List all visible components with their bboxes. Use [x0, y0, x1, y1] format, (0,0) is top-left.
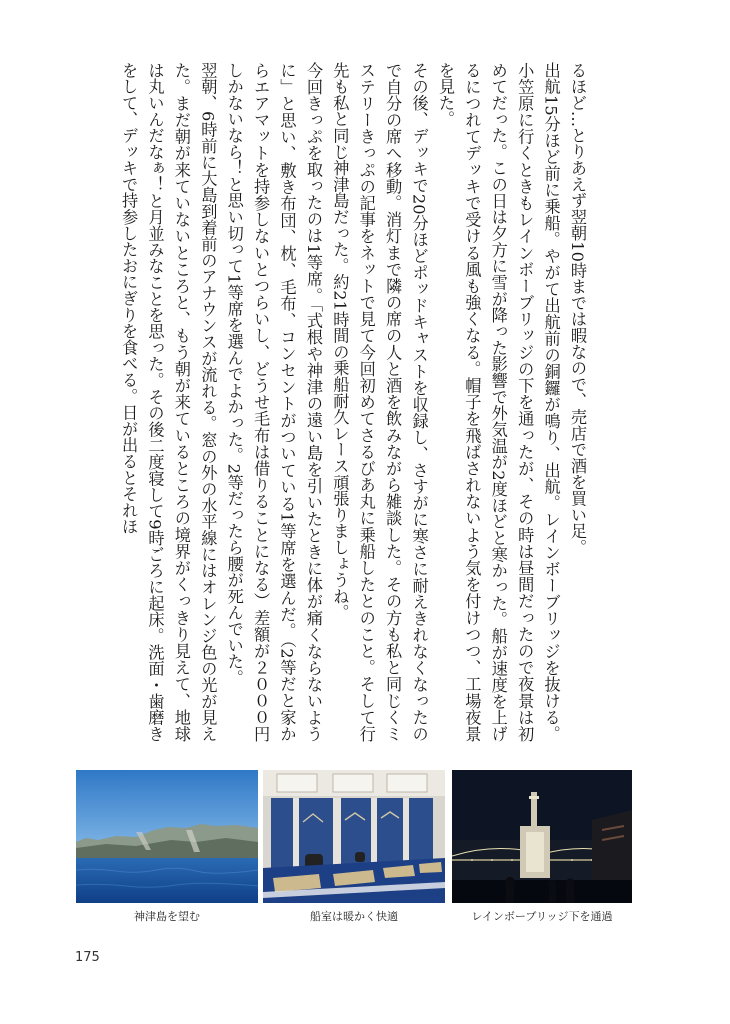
- figure-caption: 船室は暖かく快適: [310, 910, 398, 923]
- paragraph: 翌朝、6時前に大島到着前のアナウンスが流れる。窓の外の水平線にはオレンジ色の光が見えた。まだ朝が来ていないところと、もう朝が来ているところの境界がくっきり見えて、地球は丸いんだなぁ！と月並みなことを思った。その後二度寝して9時ごろに起床。洗面・歯磨きをして、デッキで持参したおにぎりを食べる。日が出るとそれほ: [119, 62, 218, 742]
- rainbow-bridge-night-photo: [452, 770, 632, 903]
- paragraph: その後、デッキで20分ほどポッドキャストを収録し、さすがに寒さに耐えきれなくなったので自分の席へ移動。消灯まで隣の席の人と酒を飲みながら雑談した。その方も私と同じくミステリーきっぷの記事をネットで見て今回初めてさるびあ丸に乗船したとのこと。そして行先も私と同じ神津島だった。約21時間の乗船耐久レース頑張りましょうね。: [330, 62, 429, 742]
- page-number: 175: [75, 950, 100, 965]
- paragraph: 今回きっぷを取ったのは1等席。「式根や神津の遠い島を引いたときに体が痛くならないように」と思い、敷き布団、枕、毛布、コンセントがついている1等席を選んだ。（2等だと家からエアマットを持参しないとつらいし、どうせ毛布は借りることになる）差額が２０００円しかないなら！と思い切って1等席を選んでよかった。2等だったら腰が死んでいた。: [224, 62, 323, 742]
- figure-caption: 神津島を望む: [134, 910, 200, 923]
- figure-caption: レインボーブリッジ下を通過: [471, 910, 613, 923]
- paragraph: 出航15分ほど前に乗船。やがて出航前の銅鑼が鳴り、出航。レインボーブリッジを抜ける。小笠原に行くときもレインボーブリッジの下を通ったが、その時は昼間だったので夜景は初めてだった。この日は夕方に雪が降った影響で外気温が2度ほどと寒かった。船が速度を上げるにつれてデッキで受ける風も強くなる。帽子を飛ばされないよう気を付けつつ、工場夜景を見た。: [435, 62, 561, 742]
- paragraph: るほど…とりあえず翌朝10時までは暇なので、売店で酒を買い足。: [568, 62, 587, 556]
- vertical-body-text: [70, 62, 590, 742]
- island-sea-photo: [76, 770, 258, 903]
- ship-cabin-photo: [263, 770, 445, 903]
